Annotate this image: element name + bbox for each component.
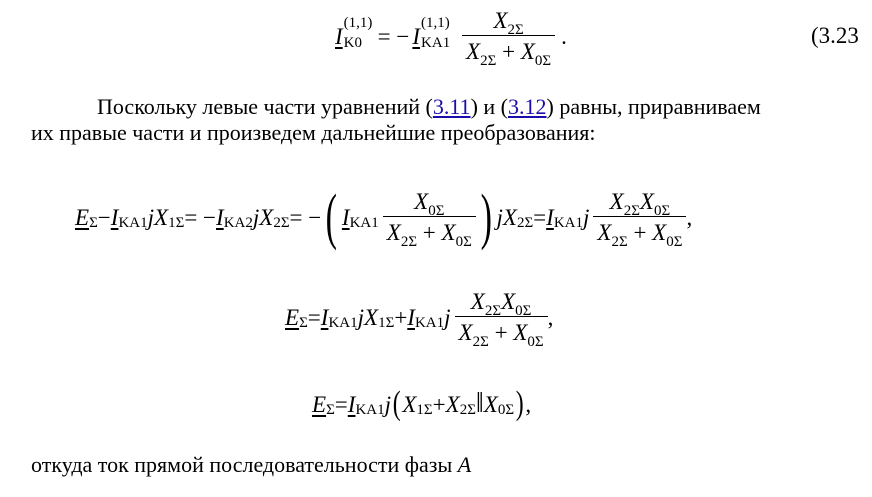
period: .: [561, 23, 567, 49]
emf-symbol: E: [312, 391, 327, 417]
reactance-symbol: X: [609, 189, 624, 214]
comma: ,: [686, 204, 693, 230]
right-paren: ): [480, 183, 492, 251]
closing-text: откуда ток прямой последовательности фазы: [31, 452, 458, 477]
current-symbol: I: [407, 304, 415, 330]
equation-3-23: [335, 6, 567, 69]
subscript: 1Σ: [416, 401, 433, 418]
subscript: Σ: [326, 401, 335, 418]
subscript: Σ: [89, 214, 98, 231]
reactance-symbol: X: [445, 391, 460, 417]
reactance-symbol: X: [597, 220, 612, 245]
numerator: [455, 290, 548, 317]
denominator: [383, 217, 476, 250]
current-symbol: I: [347, 391, 356, 417]
comma: ,: [547, 304, 554, 330]
operator: =: [334, 391, 348, 417]
reactance-symbol: X: [386, 220, 401, 245]
equation-b: [285, 284, 553, 350]
index-stack: [420, 16, 458, 56]
reactance-symbol: X: [513, 320, 528, 345]
subscript: KA1: [355, 401, 385, 418]
subscript: 0Σ: [428, 203, 445, 219]
subscript: 0Σ: [455, 234, 472, 250]
relation: = −: [377, 23, 410, 49]
paragraph-text: ) равны, приравниваем: [546, 94, 761, 119]
subscript: KA1: [349, 214, 379, 231]
subscript: 1Σ: [378, 314, 395, 331]
operator: +: [417, 220, 442, 245]
reactance-symbol: X: [639, 189, 654, 214]
comma: ,: [525, 391, 532, 417]
reactance-symbol: X: [414, 189, 429, 214]
reactance-symbol: X: [652, 220, 667, 245]
subscript: 2Σ: [623, 203, 640, 219]
term: j: [583, 204, 590, 230]
emf-symbol: E: [75, 204, 90, 230]
subscript: 0Σ: [497, 401, 515, 418]
subscript: 2Σ: [507, 22, 524, 38]
equation-link-3-12[interactable]: 3.12: [508, 94, 547, 119]
term: jX: [496, 204, 517, 230]
subscript: 2Σ: [459, 401, 476, 418]
current-symbol: I: [216, 204, 224, 230]
current-symbol: I: [110, 204, 119, 230]
fraction: [593, 189, 686, 250]
reactance-symbol: X: [441, 220, 456, 245]
subscript: KA1: [553, 214, 583, 231]
reactance-symbol: X: [483, 391, 498, 417]
equation-link-3-11[interactable]: 3.11: [432, 94, 471, 119]
subscript: K0: [343, 35, 363, 51]
subscript: KA1: [328, 314, 358, 331]
denominator: [462, 36, 555, 69]
subscript: 2Σ: [484, 303, 502, 319]
reactance-symbol: X: [466, 39, 481, 64]
phase-letter: A: [457, 452, 472, 477]
operator: +: [496, 39, 521, 64]
denominator: [593, 217, 686, 250]
paragraph-text: ) и (: [470, 94, 508, 119]
equation-number: (3.23: [811, 23, 859, 48]
reactance-symbol: X: [402, 391, 417, 417]
subscript: 2Σ: [472, 334, 489, 350]
paragraph-text: Поскольку левые части уравнений (: [97, 94, 433, 119]
term: j: [444, 304, 451, 330]
numerator: [462, 9, 555, 36]
current-symbol: I: [335, 23, 343, 49]
subscript: 2Σ: [611, 234, 628, 250]
operator: =: [533, 204, 547, 230]
subscript: KA1: [118, 214, 148, 231]
reactance-symbol: X: [493, 8, 508, 33]
reactance-symbol: X: [470, 289, 485, 314]
operator: = −: [184, 204, 217, 230]
subscript: KA1: [414, 314, 445, 331]
paragraph-line-2: их правые части и произведем дальнейшие преобразования:: [31, 120, 596, 145]
subscript: 0Σ: [666, 234, 683, 250]
fraction: [383, 189, 476, 250]
reactance-symbol: X: [458, 320, 473, 345]
equation-a: [75, 178, 692, 256]
subscript: 0Σ: [653, 203, 671, 219]
index-stack: [343, 16, 373, 56]
current-symbol: I: [341, 204, 350, 230]
subscript: 2Σ: [480, 53, 497, 69]
subscript: KA1: [421, 35, 451, 51]
numerator: [383, 190, 476, 217]
superscript: (1,1): [421, 15, 450, 31]
subscript: 2Σ: [400, 234, 418, 250]
paragraph-line-1: [97, 94, 761, 120]
fraction: [462, 8, 555, 69]
term: jX: [357, 304, 379, 330]
fraction: [455, 289, 548, 350]
current-symbol: I: [546, 204, 554, 230]
term: jX: [252, 204, 274, 230]
subscript: KA2: [223, 214, 253, 231]
subscript: 0Σ: [534, 53, 552, 69]
right-paren: ): [515, 385, 524, 422]
subscript: 2Σ: [516, 214, 534, 231]
operator: = −: [289, 204, 322, 230]
operator: +: [394, 304, 408, 330]
operator: −: [97, 204, 111, 230]
operator: +: [432, 391, 446, 417]
numerator: [593, 190, 686, 217]
subscript: 0Σ: [527, 334, 544, 350]
reactance-symbol: X: [520, 39, 535, 64]
term: jX: [147, 204, 169, 230]
parallel-operator: ‖: [475, 388, 484, 419]
operator: +: [627, 220, 653, 245]
subscript: 0Σ: [515, 303, 532, 319]
superscript: (1,1): [343, 15, 373, 31]
operator: +: [488, 320, 514, 345]
subscript: 1Σ: [168, 214, 185, 231]
left-paren: (: [392, 385, 401, 422]
left-paren: (: [325, 183, 338, 251]
equation-c: [312, 384, 531, 424]
closing-line: [31, 452, 471, 478]
term: j: [384, 391, 392, 417]
subscript: Σ: [299, 314, 308, 331]
subscript: 2Σ: [273, 214, 290, 231]
emf-symbol: E: [285, 304, 300, 330]
current-symbol: I: [320, 304, 329, 330]
reactance-symbol: X: [501, 289, 516, 314]
denominator: [455, 317, 548, 350]
current-symbol: I: [412, 23, 421, 49]
operator: =: [307, 304, 321, 330]
